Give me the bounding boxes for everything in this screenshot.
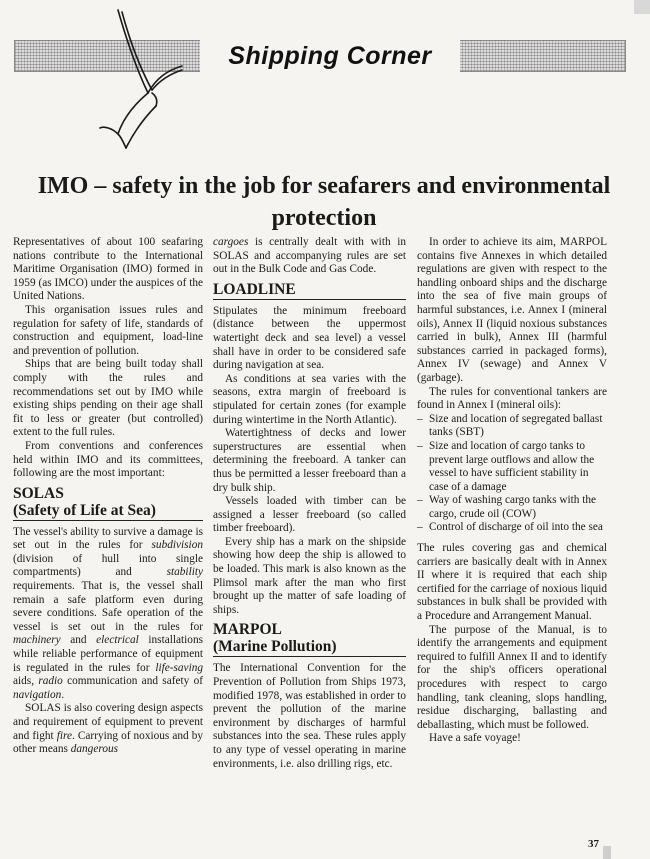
seagull-icon — [96, 8, 186, 158]
paragraph: Have a safe voyage! — [429, 732, 521, 745]
section-title: Shipping Corner — [200, 40, 460, 72]
paragraph: Vessels loaded with timber can be assigned a lesser freeboard (so called timber freeboard). — [213, 495, 406, 535]
loadline-heading: LOADLINE — [213, 281, 406, 300]
paragraph: As conditions at sea varies with the seasons, extra margin of freeboard is stipulated for certain zones (for example during wintertime in the North Atlantic). — [213, 372, 406, 426]
list-item: – Way of washing cargo tanks with the cargo, crude oil (COW) — [417, 494, 607, 521]
paragraph: cargoes is centrally dealt with with in SOLAS and accompanying rules are set out in the Bulk Code and Gas Code. — [213, 236, 406, 276]
column-2 — [213, 236, 406, 771]
paragraph: SOLAS is also covering design aspects and requirement of equipment to prevent and fight fire. Carrying of noxious and by other means dangerous — [13, 702, 203, 756]
marpol-heading-subtitle: (Marine Pollution) — [213, 638, 337, 656]
list-item: – Size and location of segregated ballast tanks (SBT) — [417, 413, 607, 440]
paragraph: This organisation issues rules and regulation for safety of life, standards of construction and equipment, load-line and prevention of pollution. — [13, 303, 203, 357]
paragraph: The rules for conventional tankers are found in Annex I (mineral oils): — [417, 385, 607, 412]
paragraph: In order to achieve its aim, MARPOL contains five Annexes in which detailed regulations are given with respect to the handling onboard ships and the discharge into the sea of five main groups of harmful substances, i.e. Annex I (mineral oils), Annex II (liquid noxious substances carried in bulk), Annex III (harmful substances carried in packaged forms), Annex IV (sewage) and Annex V (garbage). — [417, 236, 607, 384]
solas-heading — [13, 485, 203, 521]
paragraph: Ships that are being built today shall comply with the rules and recommendations set out by IMO while existing ships pending on their age shall fit to less or greater (but controlled) extent to the full rules. — [13, 358, 203, 439]
marpol-heading — [213, 621, 406, 657]
annex-list — [417, 413, 607, 535]
paragraph: The purpose of the Manual, is to identify the arrangements and equipment required to fulfill Annex II and to identify for the ship's officers operational procedures with respect to cargo handling, tank cleaning, slops handling, residue discharging, ballasting and deballasting, which must be followed. — [417, 623, 607, 731]
paragraph: The International Convention for the Prevention of Pollution from Ships 1973, modified 1978, was established in order to prevent the pollution of the marine environment by discharges of harmful substances into the sea. These rules apply to any type of vessel operating in marine environments, i.e. also drilling rigs, etc. — [213, 662, 406, 770]
paragraph: Stipulates the minimum freeboard (distance between the uppermost watertight deck and sea level) a vessel shall have in order to be considered safe during navigation at sea. — [213, 304, 406, 372]
marpol-heading-title: MARPOL — [213, 621, 282, 639]
solas-heading-subtitle: (Safety of Life at Sea) — [13, 501, 156, 519]
paragraph: The rules covering gas and chemical carriers are basically dealt with in Annex II where it is required that each ship certified for the carriage of noxious liquid substances in bulk shall be provided with a Procedure and Arrangement Manual. — [417, 542, 607, 623]
page-edge-mark — [603, 846, 611, 859]
page-edge-mark — [634, 0, 650, 14]
paragraph: Watertightness of decks and lower superstructures are essential when determining the freeboard. A tanker can thus be permitted a lesser freeboard than a dry bulk ship. — [213, 427, 406, 494]
solas-heading-title: SOLAS — [13, 484, 64, 502]
paragraph: Representatives of about 100 seafaring nations contribute to the International Maritime Organisation (IMO) formed in 1959 (as IMCO) under the auspices of the United Nations. — [13, 236, 203, 303]
page-number: 37 — [588, 838, 599, 850]
column-3 — [417, 236, 607, 746]
paragraph: Every ship has a mark on the shipside showing how deep the ship is allowed to be loaded. This mark is also known as the Plimsol mark after the man who first brought up the matter of safe loading of ships. — [213, 535, 406, 616]
list-item: – Control of discharge of oil into the sea — [417, 521, 607, 535]
paragraph: From conventions and conferences held within IMO and its committees, following are the most important: — [13, 439, 203, 480]
paragraph: The vessel's ability to survive a damage is set out in the rules for subdivision (division of hull into single compartments) and stability requirements. That is, the vessel shall remain a safe platform even during severe conditions. Safe operation of the vessel is set out in the rules for machinery and electrical installations while reliable performance of equipment is regulated in the rules for life-saving aids, radio communication and safety of navigation. — [13, 525, 203, 701]
article-headline: IMO – safety in the job for seafarers and environmental protection — [37, 173, 611, 231]
column-1 — [13, 236, 203, 757]
list-item: – Size and location of cargo tanks to prevent large outflows and allow the vessel to have sufficient stability in case of a damage — [417, 440, 607, 494]
